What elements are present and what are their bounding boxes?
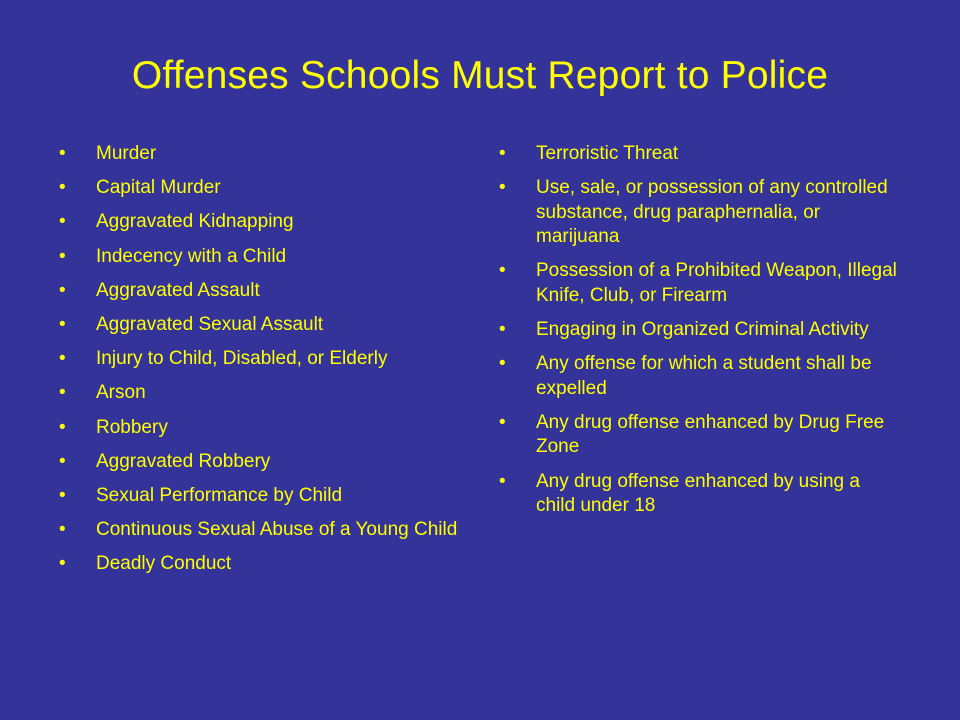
bullet-icon: • [59, 313, 66, 335]
bullet-icon: • [499, 411, 506, 433]
offense-item [58, 279, 478, 304]
offense-item [498, 411, 898, 460]
offense-label: Deadly Conduct [96, 553, 232, 575]
bullet-icon: • [59, 450, 66, 472]
offense-item [498, 352, 898, 401]
bullet-icon: • [59, 484, 66, 506]
offense-label: Sexual Performance by Child [96, 484, 343, 506]
offense-label: Robbery [96, 416, 168, 438]
bullet-icon: • [59, 211, 66, 233]
offense-label: Injury to Child, Disabled, or Elderly [96, 348, 388, 370]
offense-label: Aggravated Robbery [96, 450, 271, 472]
offense-label: Any drug offense enhanced by Drug Free Zone [536, 411, 885, 458]
offense-label: Arson [96, 382, 146, 404]
offense-label: Any offense for which a student shall be expelled [536, 353, 872, 399]
offense-item [58, 416, 478, 441]
offense-item [58, 313, 478, 338]
offense-item [498, 318, 898, 343]
bullet-icon: • [499, 260, 506, 282]
offense-item [498, 176, 898, 250]
offense-item [58, 210, 478, 235]
offense-label: Terroristic Threat [536, 143, 679, 164]
offense-item [58, 552, 478, 577]
bullet-icon: • [59, 143, 66, 164]
offense-item [498, 142, 898, 167]
bullet-icon: • [499, 353, 506, 375]
offense-label: Possession of a Prohibited Weapon, Illegal Knife, Club, or Firearm [536, 260, 897, 306]
offense-label: Aggravated Kidnapping [96, 211, 294, 233]
offense-label: Use, sale, or possession of any controlled substance, drug paraphernalia, or marijuana [536, 177, 888, 248]
offense-label: Any drug offense enhanced by using a child under 18 [536, 470, 860, 517]
offense-item [58, 245, 478, 270]
bullet-icon: • [59, 553, 66, 575]
offense-item [58, 450, 478, 475]
offense-item [498, 470, 898, 519]
bullet-icon: • [499, 470, 506, 492]
offense-label: Capital Murder [96, 177, 221, 199]
bullet-icon: • [59, 245, 66, 267]
right-offense-list [498, 142, 898, 528]
offense-label: Aggravated Assault [96, 279, 260, 301]
offense-label: Murder [96, 143, 157, 164]
left-offense-list [58, 142, 478, 586]
bullet-icon: • [499, 319, 506, 341]
offense-label: Indecency with a Child [96, 245, 287, 267]
bullet-icon: • [59, 382, 66, 404]
bullet-icon: • [499, 143, 506, 164]
slide-title: Offenses Schools Must Report to Police [131, 54, 829, 97]
bullet-icon: • [499, 177, 506, 199]
bullet-icon: • [59, 279, 66, 301]
offense-item [58, 347, 478, 372]
offense-item [58, 381, 478, 406]
offense-label: Engaging in Organized Criminal Activity [536, 319, 869, 341]
bullet-icon: • [59, 177, 66, 199]
offense-label: Aggravated Sexual Assault [96, 313, 324, 335]
offense-item [58, 142, 478, 167]
offense-item [58, 484, 478, 509]
bullet-icon: • [59, 348, 66, 370]
offense-item [58, 518, 478, 543]
bullet-icon: • [59, 519, 66, 541]
offense-item [498, 259, 898, 308]
offense-item [58, 176, 478, 201]
bullet-icon: • [59, 416, 66, 438]
offense-label: Continuous Sexual Abuse of a Young Child [96, 519, 458, 541]
